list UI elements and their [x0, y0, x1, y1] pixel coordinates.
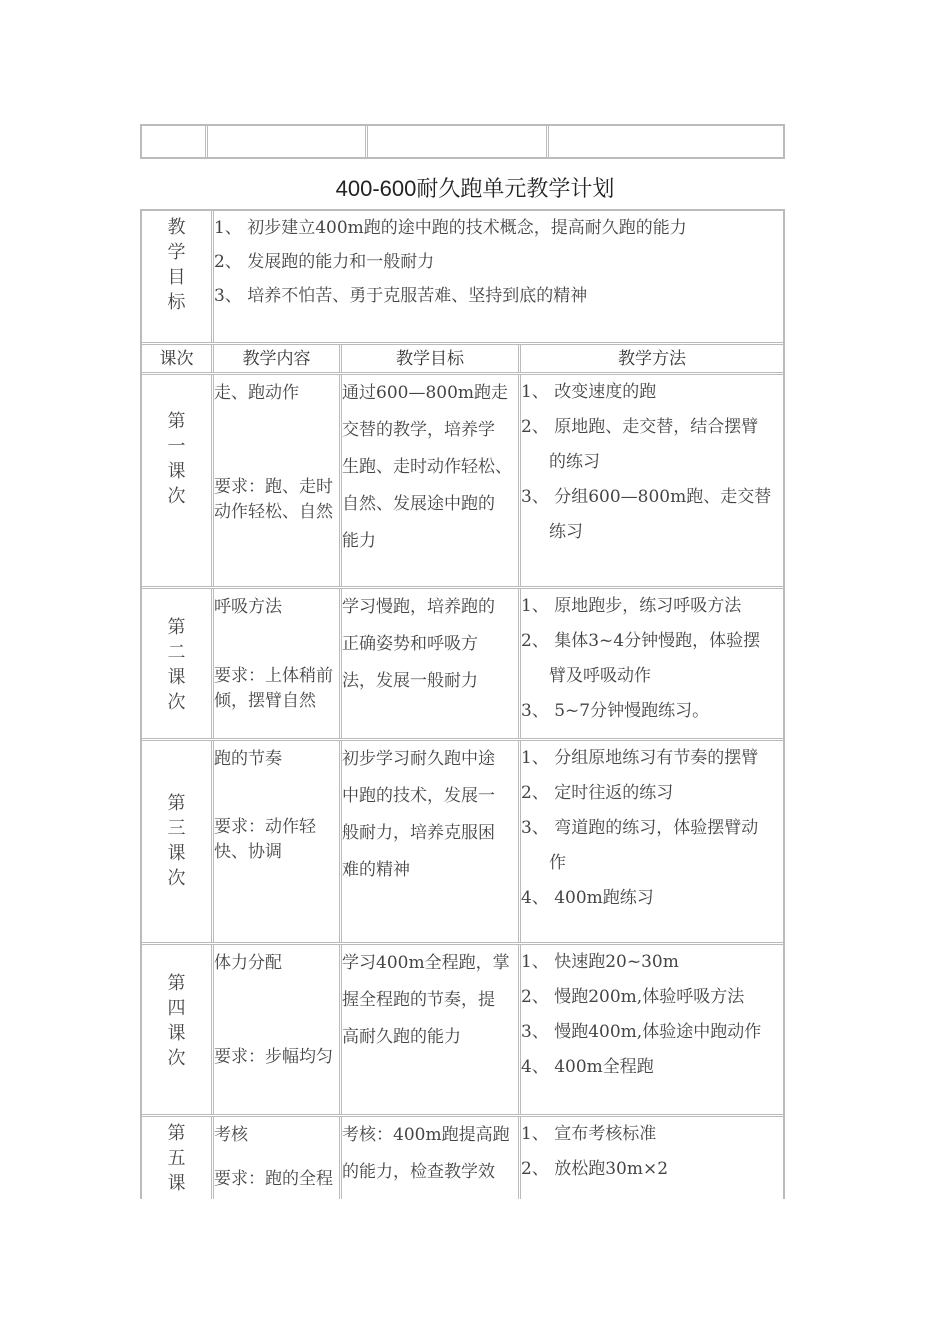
lesson-label-cell [142, 375, 214, 586]
lesson-method-line: 2、 原地跑、走交替，结合摆臂 [521, 417, 759, 437]
lesson-row [142, 945, 783, 1117]
objectives-list [214, 211, 783, 342]
lesson-goal-line: 高耐久跑的能力 [342, 1027, 461, 1047]
objective-item: 3、 培养不怕苦、勇于克服苦难、坚持到底的精神 [214, 286, 588, 306]
lesson-goal-line: 般耐力，培养克服困 [342, 823, 495, 843]
lesson-method-line: 4、 400m跑练习 [521, 888, 654, 908]
lesson-label: 第四课次 [167, 973, 186, 1069]
lesson-goal-cell [342, 741, 521, 942]
lesson-label-cell [142, 1117, 214, 1199]
lesson-goal-line: 中跑的技术，发展一 [342, 786, 495, 806]
lesson-goal-line: 难的精神 [342, 860, 410, 880]
lesson-label: 第三课次 [167, 793, 186, 889]
header-content: 教学内容 [214, 345, 342, 372]
lesson-row [142, 741, 783, 945]
lesson-row [142, 1117, 783, 1199]
lesson-method-cell [521, 741, 783, 942]
empty-header-table [140, 124, 785, 159]
lesson-content: 走、跑动作 [214, 383, 299, 403]
lesson-goal-cell [342, 1117, 521, 1199]
lesson-row [142, 375, 783, 589]
lesson-method-line: 2、 集体3~4分钟慢跑，体验摆 [521, 631, 761, 651]
lesson-content-cell [214, 375, 342, 586]
objectives-label-cell [142, 211, 214, 342]
lesson-method-cell [521, 945, 783, 1114]
objective-item: 1、 初步建立400m跑的途中跑的技术概念，提高耐久跑的能力 [214, 218, 687, 238]
lesson-label: 第二课次 [167, 617, 186, 713]
lesson-method-line: 2、 慢跑200m,体验呼吸方法 [521, 987, 745, 1007]
lesson-content: 考核 [214, 1125, 248, 1145]
objectives-label: 教学目标 [167, 217, 186, 313]
lesson-goal-line: 考核：400m跑提高跑 [342, 1125, 510, 1145]
lesson-goal-line: 正确姿势和呼吸方 [342, 634, 478, 654]
lesson-content: 体力分配 [214, 953, 282, 973]
lesson-method-line: 3、 5~7分钟慢跑练习。 [521, 701, 710, 721]
lesson-method-line: 的练习 [549, 452, 600, 472]
lesson-method-line: 3、 慢跑400m,体验途中跑动作 [521, 1022, 762, 1042]
lesson-method-line: 1、 原地跑步，练习呼吸方法 [521, 596, 742, 616]
lesson-requirement: 动作轻松、自然 [214, 502, 333, 522]
lesson-goal-line: 的能力，检查教学效 [342, 1162, 495, 1182]
lesson-requirement: 倾，摆臂自然 [214, 691, 316, 711]
lesson-goal-line: 学习400m全程跑，掌 [342, 953, 510, 973]
header-method: 教学方法 [618, 349, 686, 369]
lesson-label: 第一课次 [167, 411, 186, 507]
objectives-row [142, 211, 783, 345]
lesson-goal-line: 自然、发展途中跑的 [342, 494, 495, 514]
lesson-method-line: 2、 定时往返的练习 [521, 783, 674, 803]
header-goal: 教学目标 [342, 345, 521, 372]
lesson-requirement: 快、协调 [214, 842, 282, 862]
lesson-content: 跑的节奏 [214, 749, 282, 769]
lesson-goal-line: 初步学习耐久跑中途 [342, 749, 495, 769]
document-title: 400-600耐久跑单元教学计划 [335, 176, 615, 201]
table-header-row [142, 345, 783, 375]
lesson-content-cell [214, 741, 342, 942]
lesson-method-line: 臂及呼吸动作 [549, 666, 651, 686]
lesson-method-cell [521, 589, 783, 738]
lesson-content: 呼吸方法 [214, 597, 282, 617]
lesson-content-cell [214, 1117, 342, 1199]
lesson-method-line: 2、 放松跑30m×2 [521, 1159, 669, 1179]
lesson-goal-cell [342, 945, 521, 1114]
lesson-row [142, 589, 783, 741]
lesson-method-line: 1、 分组原地练习有节奏的摆臂 [521, 748, 759, 768]
lesson-method-cell [521, 375, 783, 586]
lesson-goal-cell [342, 589, 521, 738]
lesson-method-line: 作 [549, 853, 566, 873]
lesson-method-line: 1、 快速跑20~30m [521, 952, 679, 972]
lesson-label: 第五课 [167, 1123, 186, 1194]
lesson-label-cell [142, 589, 214, 738]
lesson-requirement: 要求：跑的全程 [214, 1169, 333, 1189]
lesson-method-line: 1、 宣布考核标准 [521, 1124, 657, 1144]
lesson-method-cell [521, 1117, 783, 1199]
lesson-content-cell [214, 589, 342, 738]
teaching-plan-table [140, 209, 785, 1199]
lesson-goal-cell [342, 375, 521, 586]
lesson-goal-line: 学习慢跑，培养跑的 [342, 597, 495, 617]
lesson-requirement: 要求：动作轻 [214, 817, 316, 837]
lesson-goal-line: 通过600—800m跑走 [342, 383, 509, 403]
lesson-content-cell [214, 945, 342, 1114]
lesson-requirement: 要求：步幅均匀 [214, 1047, 333, 1067]
lesson-label-cell [142, 945, 214, 1114]
objective-item: 2、 发展跑的能力和一般耐力 [214, 252, 435, 272]
lesson-method-line: 练习 [549, 522, 583, 542]
lesson-goal-line: 能力 [342, 531, 376, 551]
lesson-goal-line: 交替的教学，培养学 [342, 420, 495, 440]
lesson-requirement: 要求：跑、走时 [214, 477, 333, 497]
lesson-label-cell [142, 741, 214, 942]
lesson-method-line: 3、 弯道跑的练习，体验摆臂动 [521, 818, 759, 838]
lesson-method-line: 3、 分组600—800m跑、走交替 [521, 487, 772, 507]
lesson-goal-line: 法，发展一般耐力 [342, 671, 478, 691]
lesson-method-line: 4、 400m全程跑 [521, 1057, 654, 1077]
lesson-goal-line: 握全程跑的节奏，提 [342, 990, 495, 1010]
lesson-requirement: 要求：上体稍前 [214, 666, 333, 686]
lesson-goal-line: 生跑、走时动作轻松、 [342, 457, 512, 477]
header-lesson: 课次 [142, 345, 214, 372]
lesson-method-line: 1、 改变速度的跑 [521, 382, 657, 402]
